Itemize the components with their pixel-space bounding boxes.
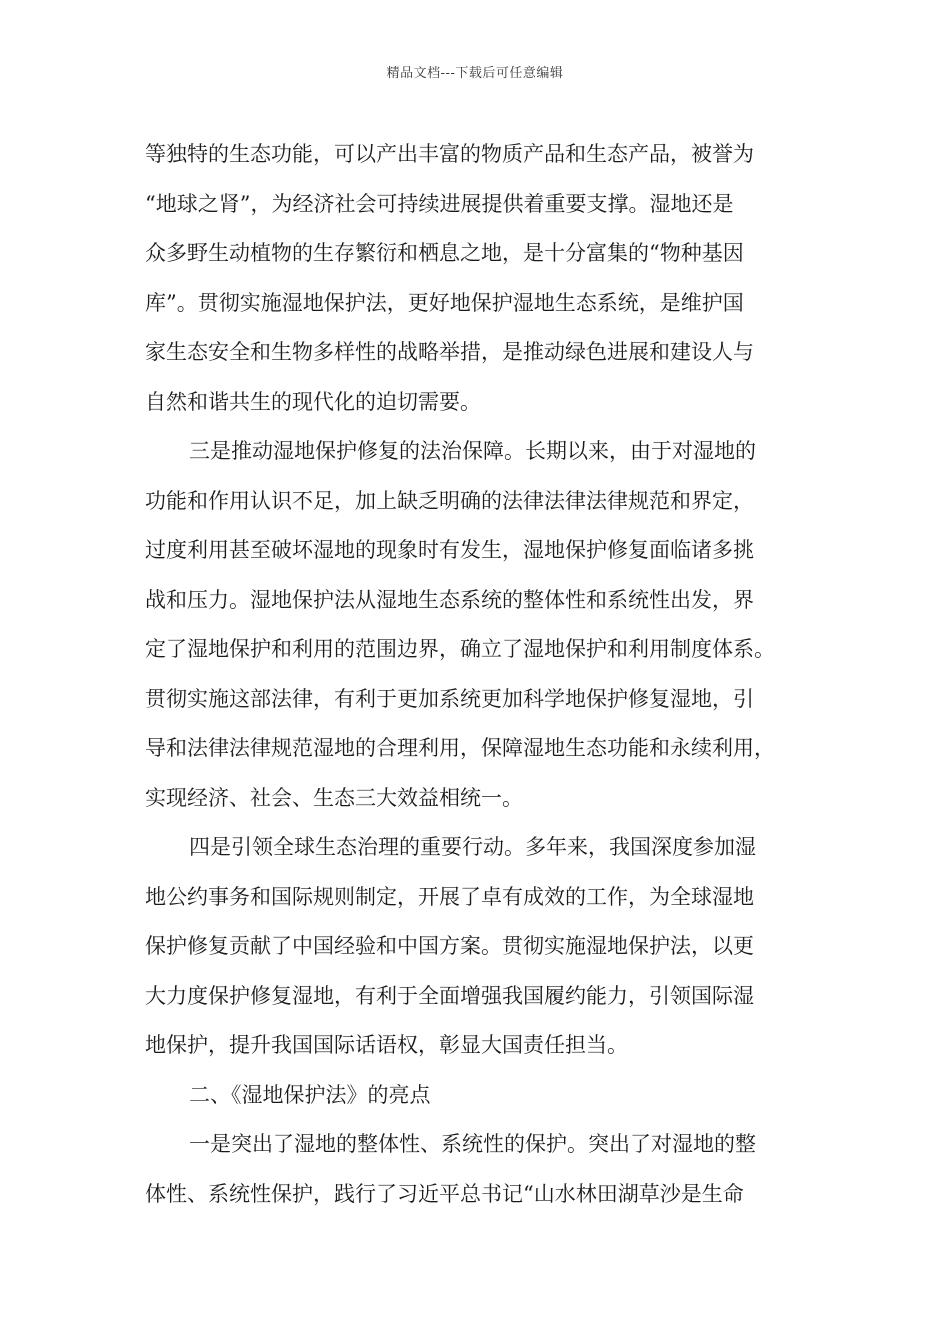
paragraph-first-line: 三是推动湿地保护修复的法治保障。长期以来，由于对湿地的	[189, 439, 756, 463]
text-line: 实现经济、社会、生态三大效益相统一。	[145, 785, 523, 810]
text-line: 家生态安全和生物多样性的战略举措，是推动绿色进展和建设人与	[145, 340, 754, 364]
section-heading: 二、《湿地保护法》的亮点	[189, 1082, 431, 1107]
text-line: 地公约事务和国际规则制定，开展了卓有成效的工作，为全球湿地	[145, 884, 754, 909]
text-line: 自然和谐共生的现代化的迫切需要。	[145, 389, 481, 414]
text-line: 过度利用甚至破坏湿地的现象时有发生，湿地保护修复面临诸多挑	[145, 538, 754, 562]
text-line: “地球之肾”，为经济社会可持续进展提供着重要支撑。湿地还是	[145, 191, 734, 216]
text-line: 大力度保护修复湿地，有利于全面增强我国履约能力，引领国际湿	[145, 983, 754, 1008]
text-line: 定了湿地保护和利用的范围边界，确立了湿地保护和利用制度体系。	[145, 637, 775, 661]
text-line: 地保护，提升我国国际话语权，彰显大国责任担当。	[145, 1033, 628, 1057]
text-line: 保护修复贡献了中国经验和中国方案。贯彻实施湿地保护法，以更	[145, 934, 754, 958]
page-header: 精品文档---下载后可任意编辑	[386, 66, 564, 81]
text-line: 体性、系统性保护，践行了习近平总书记“山水林田湖草沙是生命	[145, 1181, 744, 1206]
paragraph-first-line: 一是突出了湿地的整体性、系统性的保护。突出了对湿地的整	[189, 1132, 756, 1156]
document-body	[145, 130, 825, 1219]
text-line: 等独特的生态功能，可以产出丰富的物质产品和生态产品，被誉为	[145, 142, 754, 166]
text-line: 战和压力。湿地保护法从湿地生态系统的整体性和系统性出发，界	[145, 587, 754, 612]
text-line: 功能和作用认识不足，加上缺乏明确的法律法律法律规范和界定，	[145, 488, 754, 513]
paragraph-first-line: 四是引领全球生态治理的重要行动。多年来，我国深度参加湿	[189, 835, 756, 859]
text-line: 众多野生动植物的生存繁衍和栖息之地，是十分富集的“物种基因	[145, 241, 744, 265]
text-line: 贯彻实施这部法律，有利于更加系统更加科学地保护修复湿地，引	[145, 686, 754, 711]
text-line: 库”。贯彻实施湿地保护法，更好地保护湿地生态系统，是维护国	[145, 290, 744, 315]
text-line: 导和法律法律规范湿地的合理利用，保障湿地生态功能和永续利用，	[145, 736, 775, 760]
